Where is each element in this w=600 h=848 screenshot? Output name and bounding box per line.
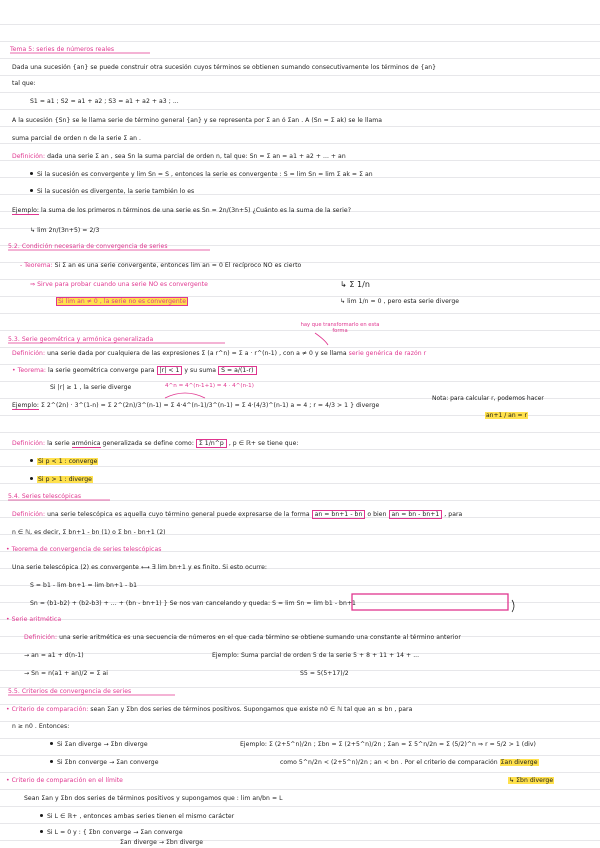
text-span: Si L ∈ ℝ+ , entonces ambas series tienen el mismo carácter (47, 813, 235, 820)
text-span: la serie geométrica converge para (46, 367, 157, 374)
text-span: serie genérica de razón r (348, 350, 427, 357)
text-span: S = lim Sn = lim b1 - bn+1 (272, 600, 356, 607)
text-span: , para (442, 511, 463, 518)
text-span: dada una serie Σ an , sea Sn la suma parcial de orden n, tal que: Sn = Σ an = a1 + a2 + ... + an (45, 153, 346, 160)
bullet-icon (30, 172, 33, 175)
text-line: Σan diverge → Σbn diverge (120, 839, 203, 846)
list-item (30, 476, 93, 484)
text-span: ↳ lim 2n/(3n+5) = 2/3 (30, 227, 100, 234)
definition-line (12, 511, 462, 519)
text-line: ⇒ Sirve para probar cuando una serie NO es convergente (30, 281, 208, 288)
text-line: ↳ lim 1/n = 0 , pero esta serie diverge (340, 298, 460, 305)
section-heading: 5.5. Criterios de convergencia de series (8, 688, 132, 695)
text-span: ↳ Σbn diverge (509, 777, 554, 784)
list-item (40, 813, 234, 821)
text-span: una serie dada por cualquiera de las expresiones Σ (a r^n) = Σ a · r^(n-1) , con a ≠ 0 y se llama (45, 350, 349, 357)
note-formula (485, 412, 528, 420)
bullet-icon (30, 189, 33, 192)
list-item (50, 759, 159, 767)
text-span: Si Σ an es una serie convergente, entonces lim an = 0 El recíproco NO es cierto (52, 262, 302, 269)
text-line: Ejemplo: Suma parcial de orden 5 de la serie 5 + 8 + 11 + 14 + ... (212, 652, 420, 659)
section-heading: 5.3. Serie geométrica y armónica generalizada (8, 336, 154, 343)
example-line (12, 207, 351, 215)
text-span: Si la sucesión es convergente y lim Sn = S , entonces la serie es convergente : S = lim Sn = lim Σ ak = Σ an (37, 171, 373, 178)
text-line: n ∈ ℕ, es decir, Σ bn+1 - bn (1) o Σ bn - bn+1 (2) (12, 529, 166, 536)
text-span: la suma de los primeros n términos de una serie es Sn = 2n/(3n+5) ¿Cuánto es la suma de la serie? (38, 207, 351, 214)
text-line: suma parcial de orden n de la serie Σ an . (12, 135, 142, 142)
section-heading: 5.4. Series telescópicas (8, 493, 82, 500)
text-line: S5 = 5(5+17)/2 (300, 670, 349, 677)
text-span: Si p < 1 : converge (38, 458, 98, 465)
text-line (30, 227, 99, 235)
text-span: an = bn - bn+1 (389, 510, 443, 519)
list-item (30, 171, 373, 179)
text-line: → an = a1 + d(n-1) (24, 652, 84, 659)
definition-line (12, 350, 426, 358)
text-span: Si lim an ≠ 0 , la serie no es convergente (58, 298, 186, 305)
list-item (40, 829, 183, 837)
text-line: Dada una sucesión {an} se puede construir otra sucesión cuyos términos se obtienen sumando consecutivamente los términos de {an} (12, 64, 437, 71)
text-line: Si |r| ≥ 1 , la serie diverge (50, 384, 132, 391)
definition-label: Definición: (12, 153, 46, 160)
theorem-line (12, 367, 257, 375)
text-line: S1 = a1 ; S2 = a1 + a2 ; S3 = a1 + a2 + a3 ; ... (30, 98, 179, 105)
text-line (508, 777, 554, 785)
text-line: Una serie telescópica (2) es convergente ⟷ ∃ lim bn+1 y es finito. Si esto ocurre: (12, 564, 268, 571)
text-span: Si Σan diverge → Σbn diverge (57, 741, 148, 748)
text-span: sean Σan y Σbn dos series de términos positivos. Supongamos que existe n0 ∈ ℕ tal que an ≤ bn , para (88, 706, 413, 713)
text-span: Si Σbn converge → Σan converge (57, 759, 159, 766)
text-span: armónica (71, 440, 101, 447)
definition-label: Definición: (24, 634, 58, 641)
text-span: una serie telescópica es aquella cuyo término general puede expresarse de la forma (45, 511, 312, 518)
subheading: • Teorema de convergencia de series telescópicas (6, 546, 162, 553)
annotation: hay que transformarlo en esta forma (300, 322, 380, 334)
annotation: 4^n = 4^(n-1+1) = 4 · 4^(n-1) (165, 383, 254, 389)
text-span: an = bn+1 - bn (312, 510, 366, 519)
text-span: |r| < 1 (157, 366, 183, 375)
definition-line (12, 440, 298, 448)
example-label: Ejemplo: (12, 207, 39, 214)
text-span: Sn = (b1-b2) + (b2-b3) + ... + (bn - bn+1) } Se nos van cancelando y queda: (30, 600, 273, 607)
bullet-icon (50, 742, 53, 745)
bullet-icon (40, 830, 43, 833)
subheading: • Criterio de comparación en el límite (6, 777, 123, 784)
text-span: o bien (365, 511, 389, 518)
text-line (30, 600, 356, 608)
criterion-line (6, 706, 412, 714)
definition-line (12, 153, 346, 161)
bullet-icon (40, 814, 43, 817)
boxed-statement (56, 298, 188, 306)
definition-label: Definición: (12, 511, 46, 518)
text-span: una serie aritmética es una secuencia de números en el que cada término se obtiene sumando una constante al término anterior (57, 634, 461, 641)
theorem-label: - Teorema: (20, 262, 53, 269)
example-line: Ejemplo: Σ (2+5^n)/2n ; Σbn = Σ (2+5^n)/2n ; Σan = Σ 5^n/2n = Σ (5/2)^n ⇒ r = 5/2 > 1 (div) (240, 741, 536, 748)
theorem-line (20, 262, 301, 270)
text-span: Σ 2^(2n) · 3^(1-n) = Σ 2^(2n)/3^(n-1) = Σ 4·4^(n-1)/3^(n-1) = Σ 4·(4/3)^(n-1) a = 4 ; r = 4/3 > 1 } diverge (38, 402, 380, 409)
text-span: Σan diverge (500, 759, 538, 766)
text-span: S = a/(1-r) (218, 366, 257, 375)
text-line: Sean Σan y Σbn dos series de términos positivos y supongamos que : lim an/bn = L (24, 795, 283, 802)
list-item (50, 741, 148, 749)
text-span: Si L = 0 y : { Σbn converge → Σan converge (47, 829, 183, 836)
note-label: Nota: para calcular r, podemos hacer (432, 395, 544, 402)
bullet-icon (50, 760, 53, 763)
text-line (280, 759, 539, 767)
text-span: la serie (45, 440, 72, 447)
list-item (30, 188, 194, 196)
bullet-icon (30, 477, 33, 480)
text-span: Si p > 1 : diverge (38, 476, 92, 483)
text-line: S = b1 - lim bn+1 = lim bn+1 - b1 (30, 582, 138, 589)
text-span: , p ∈ ℝ+ se tiene que: (226, 440, 299, 447)
criterion-label: • Criterio de comparación: (6, 706, 89, 713)
text-span: Σ 1/n^p (196, 439, 227, 448)
text-span: y su suma (182, 367, 219, 374)
text-span: generalizada se define como: (100, 440, 196, 447)
text-line: → Sn = n(a1 + an)/2 = Σ ai (24, 670, 108, 677)
example-label: Ejemplo: (12, 402, 39, 409)
text-line: tal que: (12, 80, 36, 87)
text-line: A la sucesión {Sn} se le llama serie de término general {an} y se representa por Σ an ó Σan . A (Sn = Σ ak) se le llama (12, 117, 383, 124)
theorem-label: • Teorema: (12, 367, 47, 374)
text-line: n ≥ n0 . Entonces: (12, 723, 70, 730)
example-line (12, 402, 379, 410)
page-title: Tema 5: series de números reales (10, 46, 115, 53)
section-heading: 5.2. Condición necesaria de convergencia de series (8, 243, 168, 250)
subheading: • Serie aritmética (6, 616, 62, 623)
text-span: an+1 / an = r (486, 412, 527, 419)
list-item (30, 458, 98, 466)
text-span: como 5^n/2n < (2+5^n)/2n ; an < bn . Por el criterio de comparación (280, 759, 500, 766)
bullet-icon (30, 459, 33, 462)
definition-label: Definición: (12, 350, 46, 357)
text-span: Si la sucesión es divergente, la serie también lo es (37, 188, 195, 195)
text-line: ↳ Σ 1/n (340, 280, 371, 289)
definition-line (24, 634, 461, 642)
definition-label: Definición: (12, 440, 46, 447)
